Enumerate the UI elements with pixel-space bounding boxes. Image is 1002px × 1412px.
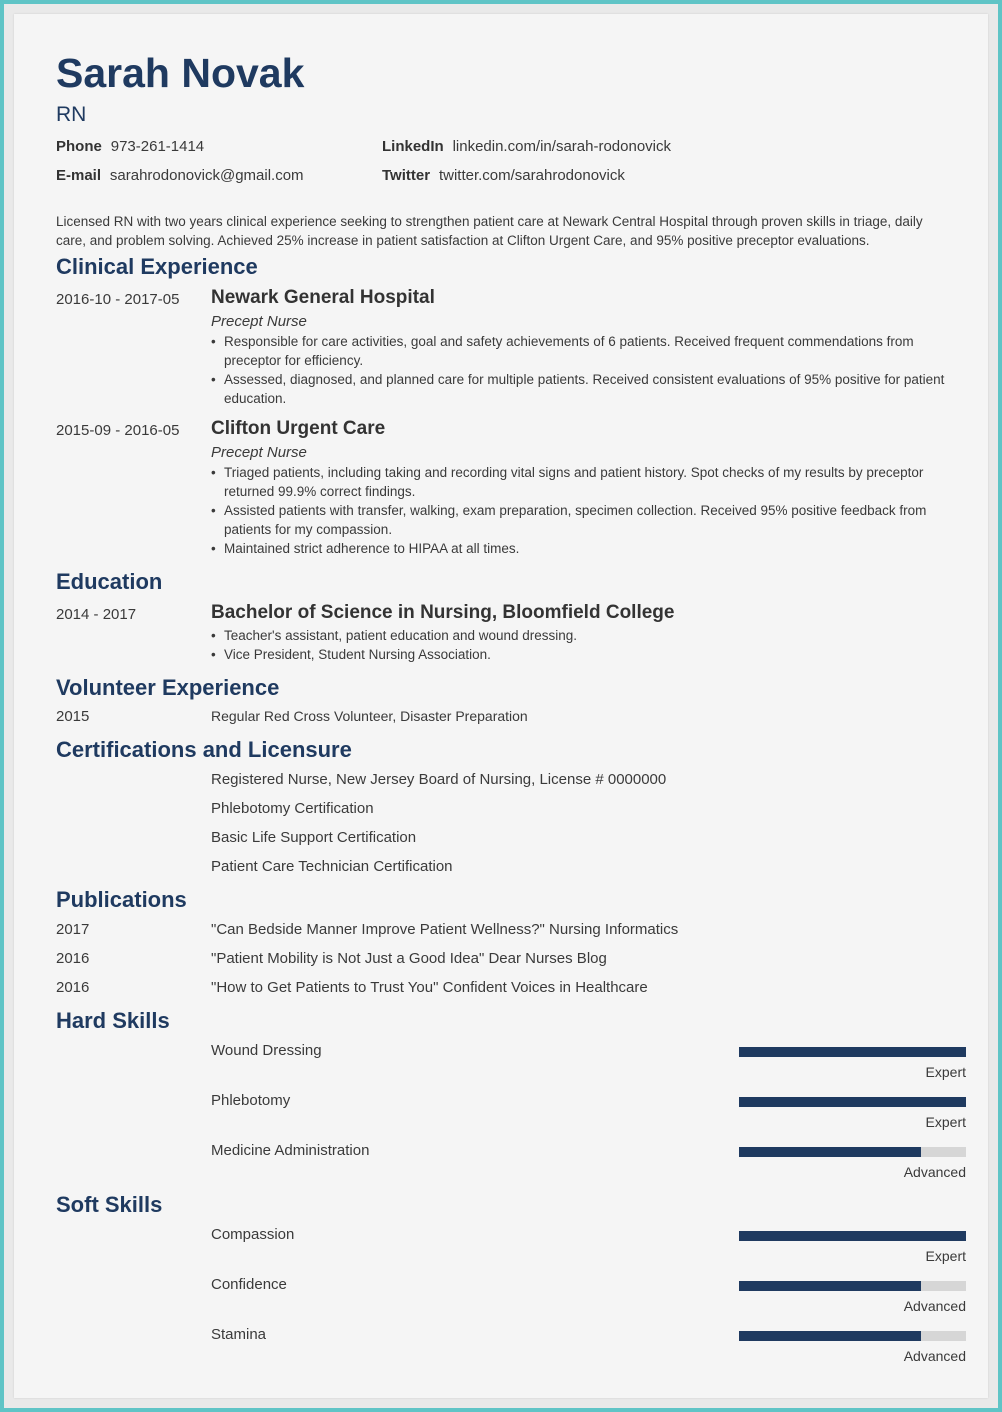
resume-page — [14, 14, 988, 1398]
linkedin-link[interactable]: linkedin.com/in/sarah-rodonovick — [452, 138, 671, 155]
list-item: • Assisted patients with transfer, walking, exam preparation, specimen collection. Received 95% positive feedback from patients for my compassion. — [211, 501, 956, 539]
section-heading-clinical: Clinical Experience — [56, 254, 258, 279]
section-heading-hard-skills: Hard Skills — [56, 1008, 170, 1033]
candidate-title: RN — [56, 103, 87, 126]
skill-level: Expert — [925, 1064, 966, 1080]
section-heading-education: Education — [56, 569, 163, 594]
skill-level: Expert — [925, 1248, 966, 1264]
skill-bar-fill — [739, 1047, 966, 1057]
publication-year: 2016 — [56, 979, 90, 996]
job-role: Precept Nurse — [211, 444, 307, 461]
job-role: Precept Nurse — [211, 313, 307, 330]
publication-title: "Can Bedside Manner Improve Patient Wellness?" Nursing Informatics — [211, 921, 679, 938]
skill-bar — [739, 1047, 966, 1057]
skill-bar-fill — [739, 1231, 966, 1241]
skill-name: Confidence — [211, 1276, 287, 1293]
contact-linkedin — [382, 138, 671, 156]
skill-level: Expert — [925, 1114, 966, 1130]
phone-value: 973-261-1414 — [110, 138, 205, 155]
skill-name: Wound Dressing — [211, 1042, 322, 1059]
education-bullets — [211, 626, 956, 664]
summary-text: Licensed RN with two years clinical experience seeking to strengthen patient care at Newark Central Hospital through proven skills in triage, daily care, and problem solving. Achieved 25% increase in patient satisfaction at Clifton Urgent Care, and 95% positive preceptor evaluations. — [56, 214, 923, 248]
job-employer: Clifton Urgent Care — [211, 418, 386, 439]
volunteer-year: 2015 — [56, 708, 90, 725]
section-heading-soft-skills: Soft Skills — [56, 1192, 163, 1217]
certification-item: Phlebotomy Certification — [211, 800, 374, 817]
phone-label: Phone — [56, 138, 102, 155]
skill-bar-fill — [739, 1331, 921, 1341]
candidate-name: Sarah Novak — [56, 50, 305, 96]
list-item: • Maintained strict adherence to HIPAA at all times. — [211, 539, 956, 558]
job-dates: 2015-09 - 2016-05 — [56, 422, 180, 439]
list-item: • Teacher's assistant, patient education and wound dressing. — [211, 626, 956, 645]
skill-name: Medicine Administration — [211, 1142, 370, 1159]
contact-twitter — [382, 167, 625, 185]
skill-bar — [739, 1097, 966, 1107]
skill-name: Stamina — [211, 1326, 267, 1343]
section-heading-volunteer: Volunteer Experience — [56, 675, 280, 700]
certification-item: Patient Care Technician Certification — [211, 858, 453, 875]
section-heading-publications: Publications — [56, 887, 187, 912]
job-bullets — [211, 463, 956, 558]
list-item: • Triaged patients, including taking and recording vital signs and patient history. Spot checks of my results by preceptor returned 99.9% correct findings. — [211, 463, 956, 501]
publication-title: "How to Get Patients to Trust You" Confident Voices in Healthcare — [211, 979, 648, 996]
skill-level: Advanced — [903, 1298, 966, 1314]
section-heading-certifications: Certifications and Licensure — [56, 737, 352, 762]
twitter-label: Twitter — [382, 167, 431, 184]
skill-bar — [739, 1331, 966, 1341]
certification-item: Registered Nurse, New Jersey Board of Nursing, License # 0000000 — [211, 771, 667, 788]
linkedin-label: LinkedIn — [382, 138, 444, 155]
publication-year: 2016 — [56, 950, 90, 967]
skill-level: Advanced — [903, 1164, 966, 1180]
page-frame — [4, 4, 998, 1408]
publication-title: "Patient Mobility is Not Just a Good Idea" Dear Nurses Blog — [211, 950, 607, 967]
contact-email — [56, 167, 304, 185]
certification-item: Basic Life Support Certification — [211, 829, 417, 846]
education-degree: Bachelor of Science in Nursing, Bloomfield College — [211, 602, 675, 623]
email-label: E-mail — [56, 167, 102, 184]
skill-level: Advanced — [903, 1348, 966, 1364]
skill-bar — [739, 1281, 966, 1291]
skill-name: Compassion — [211, 1226, 295, 1243]
skill-name: Phlebotomy — [211, 1092, 291, 1109]
job-bullets — [211, 332, 956, 408]
skill-bar-fill — [739, 1281, 921, 1291]
twitter-link[interactable]: twitter.com/sarahrodonovick — [438, 167, 625, 184]
job-employer: Newark General Hospital — [211, 287, 435, 308]
contact-phone — [56, 138, 204, 156]
list-item: • Responsible for care activities, goal and safety achievements of 6 patients. Received frequent commendations from preceptor for efficiency. — [211, 332, 956, 370]
skill-bar-fill — [739, 1097, 966, 1107]
list-item: • Assessed, diagnosed, and planned care for multiple patients. Received consistent evaluations of 95% positive for patient education. — [211, 370, 956, 408]
publication-year: 2017 — [56, 921, 90, 938]
job-dates: 2016-10 - 2017-05 — [56, 291, 180, 308]
education-dates: 2014 - 2017 — [56, 606, 137, 623]
skill-bar — [739, 1231, 966, 1241]
volunteer-text: Regular Red Cross Volunteer, Disaster Preparation — [211, 708, 528, 724]
skill-bar — [739, 1147, 966, 1157]
skill-bar-fill — [739, 1147, 921, 1157]
email-link[interactable]: sarahrodonovick@gmail.com — [109, 167, 304, 184]
list-item: • Vice President, Student Nursing Association. — [211, 645, 956, 664]
